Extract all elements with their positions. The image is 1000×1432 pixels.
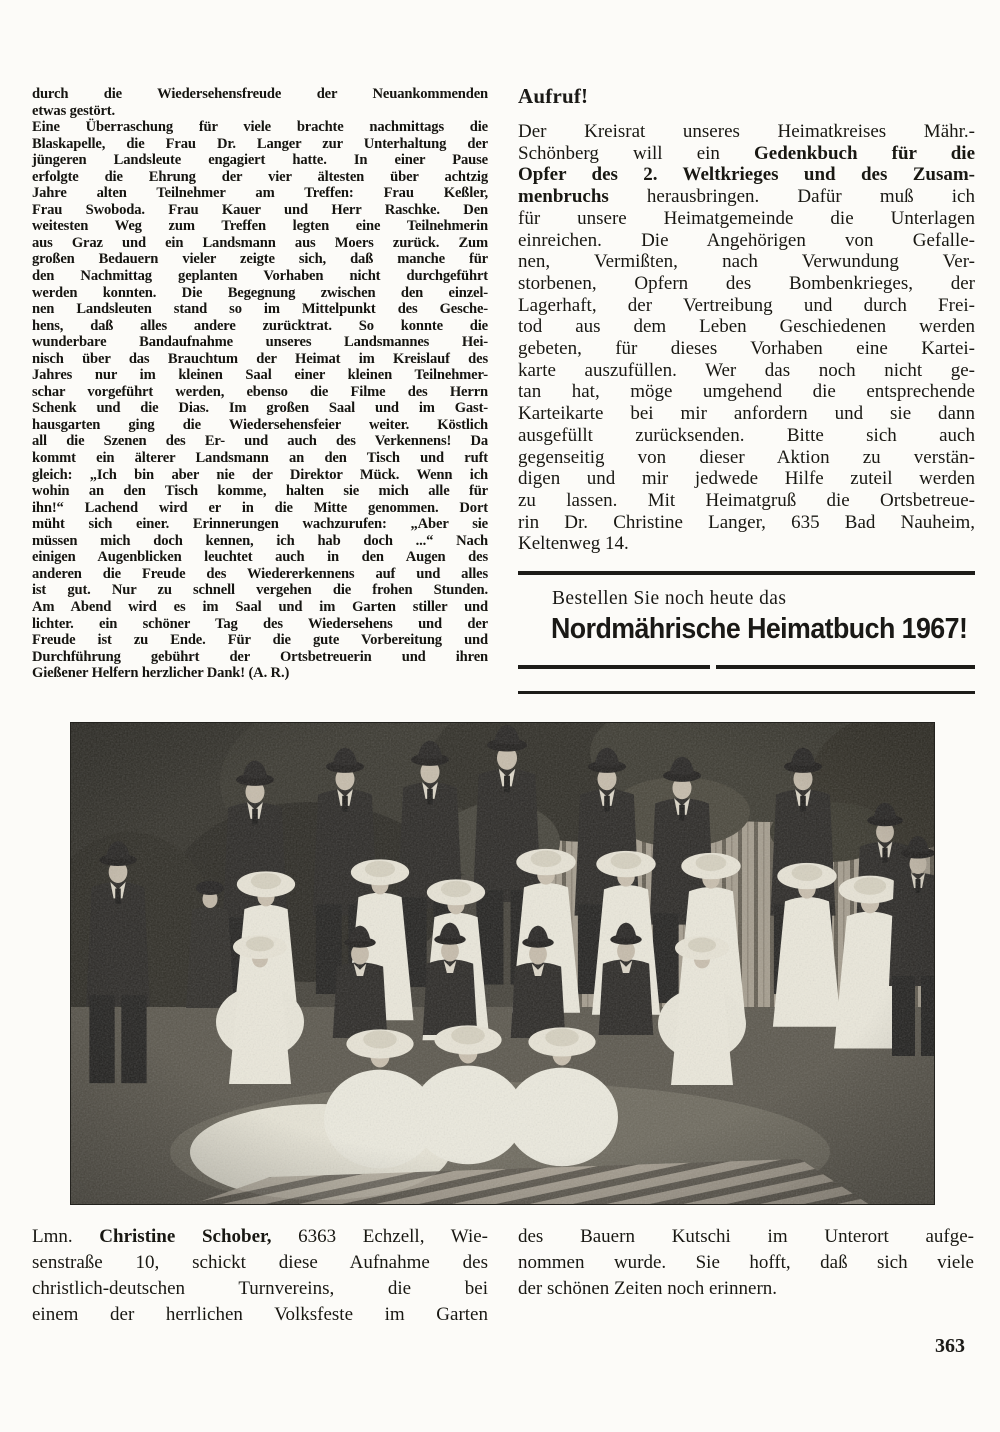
text-line: Karteikarte bei mir anfordern und sie dann [518,403,975,425]
text-line: digen und mir jedwede Hilfe zuteil werden [518,468,975,490]
text-line: etwas gestört. [32,102,115,119]
text-line: werden konnten. Die Begegnung zwischen den einzel- [32,284,488,301]
film-grain [70,722,935,1205]
text-line: karte auszufüllen. Wer das noch nicht ge- [518,359,975,381]
text-line: storbenen, Opfern des Bombenkrieges, der [518,272,975,294]
text-line: Keltenweg 14. [518,533,629,555]
text-line: Am Abend wird es im Saal und im Garten stiller und [32,598,488,615]
text-line: Schönberg will ein Gedenkbuch für die [518,142,975,164]
promo-top-rule [518,571,975,575]
text-line: ausgefüllt zurücksenden. Bitte sich auch [518,424,975,446]
article-right-column [518,84,975,555]
text-line: kommt ein älterer Landsmann an den Tisch und ruft [32,450,488,467]
text-line: Lagerhaft, der Vertreibung und durch Frei- [518,294,975,316]
text-line: gebeten, für dieses Vorhaben eine Kartei- [518,338,975,360]
text-line: nen, Vermißten, nach Verwundung Ver- [518,251,975,273]
text-line: tod aus dem Leben Geschiedenen werden [518,316,975,338]
promo-lead: Bestellen Sie noch heute das [552,588,787,609]
promo-title: Nordmährische Heimatbuch 1967! [551,613,968,645]
text-line: all die Szenen des Er- und auch des Verkennens! Da [32,433,488,450]
text-line: Eine Überraschung für viele brachte nachmittags die [32,119,488,136]
text-line: Der Kreisrat unseres Heimatkreises Mähr.- [518,121,975,142]
article-left-column [32,86,488,682]
text-line: gegenseitig von dieser Aktion zu verstän- [518,446,975,468]
text-line: ist gut. Nur zu schnell vergehen die frohen Stunden. [32,582,488,599]
text-line: anderen die Freude des Wiedererkennens auf und alles [32,565,488,582]
text-line: hens, daß alles andere zurücktrat. So konnte die [32,317,488,334]
aufruf-paragraph [518,121,975,555]
text-line: Frau Swoboda. Frau Kauer und Herr Raschke. Den [32,201,488,218]
text-line: Gießener Helfern herzlicher Dank! (A. R.) [32,665,290,682]
text-line: nisch über das Brauchtum der Heimat im Kreislauf des [32,350,488,367]
text-line: Freude ist zu Ende. Für die gute Vorbereitung und [32,632,488,649]
text-line: Schenk und die Dias. Im großen Saal und im Gast- [32,400,488,417]
text-line: durch die Wiedersehensfreude der Neuankommenden [32,86,488,102]
text-line: erfolgte die Ehrung der vier ältesten über achtzig [32,168,488,185]
text-line: den Nachmittag geplanten Vorhaben nicht durchgeführt [32,268,488,285]
text-line: nen Landsleuten stand so im Mittelpunkt des Gesche- [32,301,488,318]
text-line: der schönen Zeiten noch erinnern. [518,1278,778,1299]
text-line: einreichen. Die Angehörigen von Gefalle- [518,229,975,251]
text-line: zu lassen. Mit Heimatgruß die Ortsbetreue- [518,489,975,511]
text-line: müssen mich doch kennen, ich hab doch ...“ Nach [32,532,488,549]
text-line: Blaskapelle, die Frau Dr. Langer zur Unterhaltung der [32,135,488,152]
text-line: großen Bedauern vieler zeigte sich, daß manche für [32,251,488,268]
text-line: menbruchs herausbringen. Dafür muß ich [518,186,975,208]
section-divider-rule [518,691,975,694]
text-line: Jahres nur im kleinen Saal einer kleinen Teilnehmer- [32,367,488,384]
text-line: für unsere Heimatgemeinde die Unterlagen [518,207,975,229]
text-line: Opfer des 2. Weltkrieges und des Zusam- [518,164,975,186]
text-line: ihn!“ Lachend wird er in die Mitte genommen. Dort [32,499,488,516]
text-line: aus Graz und ein Landsmann aus Moers zurück. Zum [32,234,488,251]
text-line: rin Dr. Christine Langer, 635 Bad Nauheim, [518,511,975,533]
text-line: nommen wurde. Sie hofft, daß sich viele [518,1252,974,1273]
text-line: wohin an den Tisch komme, halten sie mich alle für [32,483,488,500]
text-line: tan hat, möge umgehend die entsprechende [518,381,975,403]
group-photo [70,722,935,1205]
caption-right-column [518,1224,974,1302]
text-line: schar vorgeführt werden, ebenso die Filme des Herrn [32,383,488,400]
promo-bottom-rule-right [716,665,975,669]
promo-bottom-rule-left [518,665,710,669]
text-line: einigen Augenblicken leuchtet auch in den Augen des [32,549,488,566]
page-number: 363 [935,1335,965,1357]
text-line: Lmn. Christine Schober, 6363 Echzell, Wie- [32,1226,488,1247]
text-line: Durchführung gebührt der Ortsbetreuerin und ihren [32,648,488,665]
text-line: senstraße 10, schickt diese Aufnahme des [32,1252,488,1273]
text-line: einem der herrlichen Volksfeste im Garten [32,1304,488,1325]
text-line: hausgarten ging die Wiedersehensfeier weiter. Köstlich [32,416,488,433]
text-line: des Bauern Kutschi im Unterort aufge- [518,1226,974,1247]
text-line: gleich: „Ich bin aber nie der Direktor Mück. Wenn ich [32,466,488,483]
aufruf-heading: Aufruf! [518,84,589,108]
text-line: wunderbare Bandaufnahme unseres Landsmannes Hei- [32,334,488,351]
text-line: christlich-deutschen Turnvereins, die bei [32,1278,488,1299]
text-line: müht sich einer. Erinnerungen wachzurufen: „Aber sie [32,516,488,533]
text-line: Jahre alten Teilnehmer am Treffen: Frau Keßler, [32,185,488,202]
text-line: lichter. ein schöner Tag des Wiedersehens und der [32,615,488,632]
text-line: jüngeren Landsleute engagiert hatte. In einer Pause [32,152,488,169]
text-line: weitesten Weg zum Treffen legten eine Teilnehmerin [32,218,488,235]
caption-left-column [32,1224,488,1328]
